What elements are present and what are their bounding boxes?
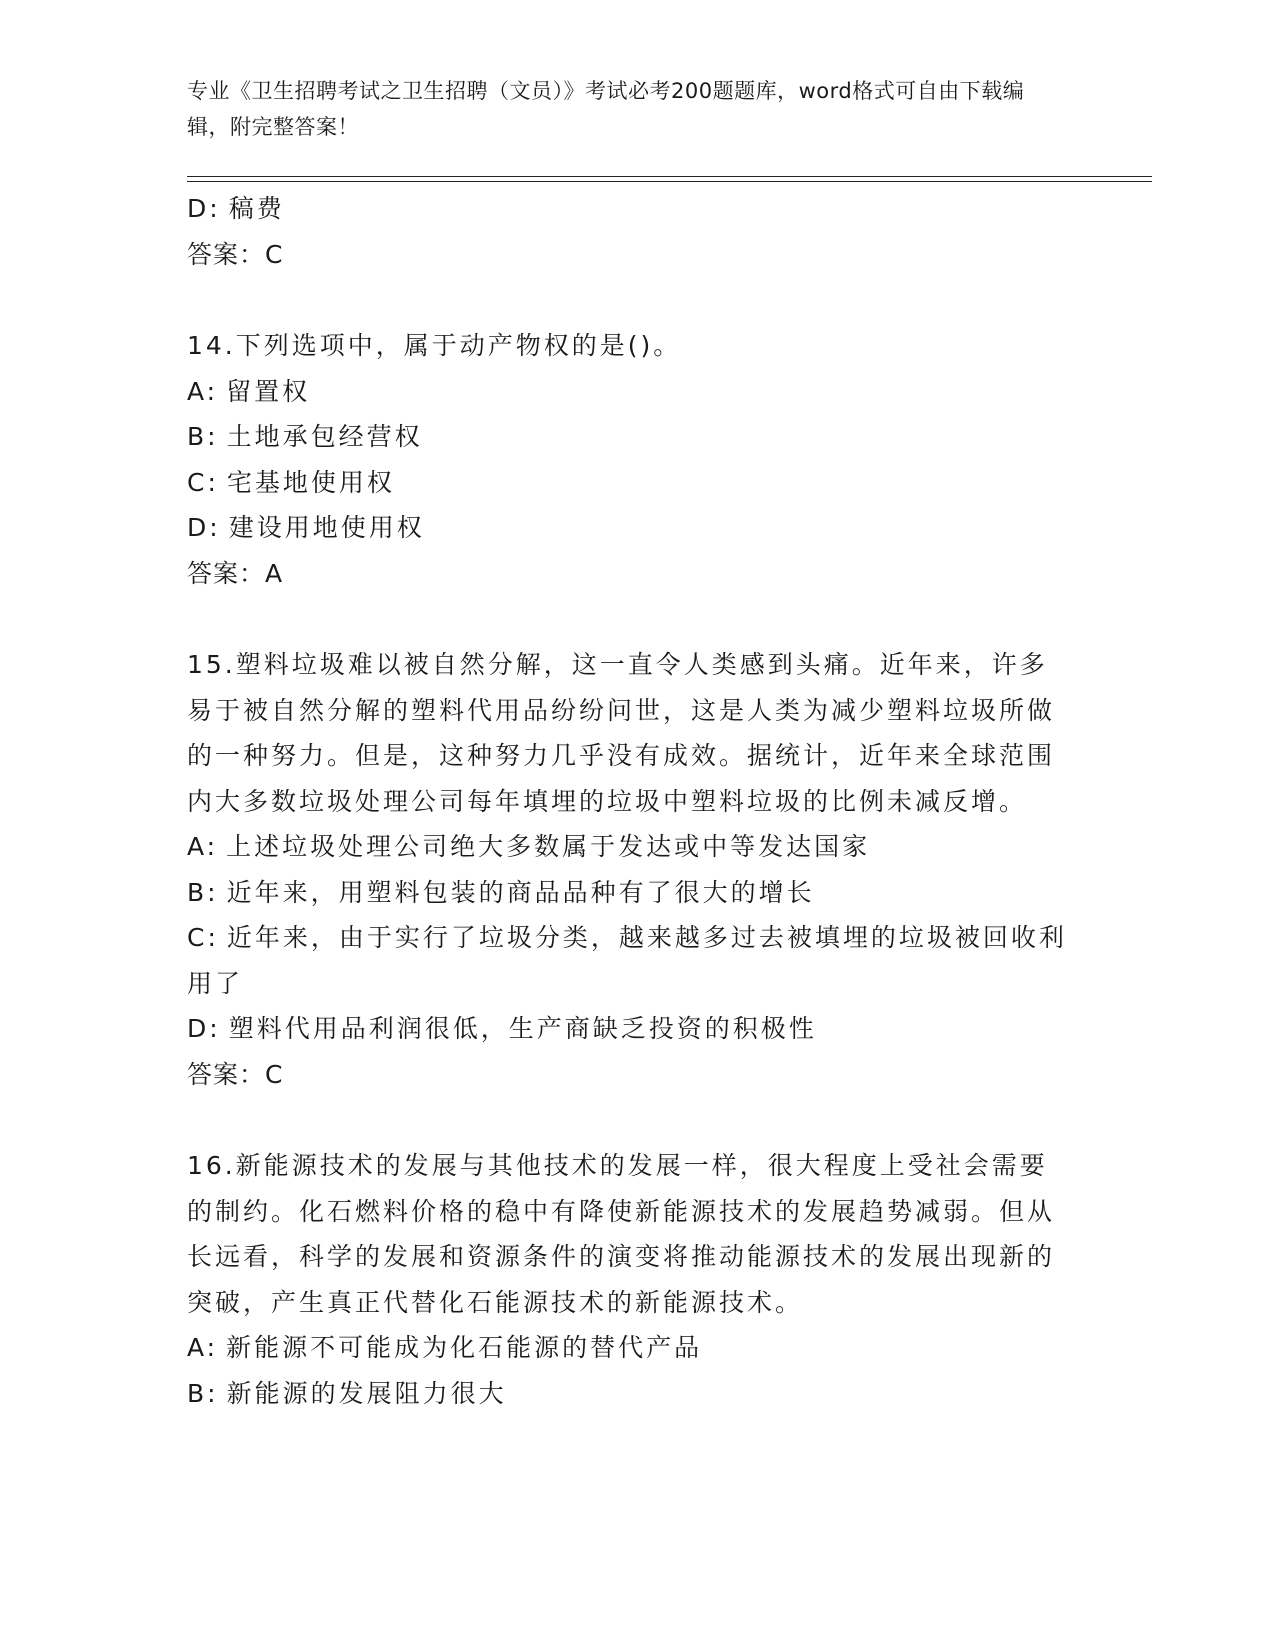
spacer (187, 596, 1072, 642)
option-a (187, 824, 1072, 870)
option-a (187, 369, 1072, 415)
option-prefix: C: (187, 923, 219, 952)
document-header: 专业《卫生招聘考试之卫生招聘（文员）》考试必考200题题库，word格式可自由下载编辑，附完整答案！ (187, 79, 1025, 139)
option-prefix: B: (187, 877, 219, 907)
option-b (187, 1371, 1072, 1417)
question-15 (187, 642, 1072, 1097)
option-d (187, 505, 1072, 551)
option-text: 近年来，用塑料包装的商品品种有了很大的增长 (226, 877, 815, 907)
option-b (187, 870, 1072, 916)
option-text: 建设用地使用权 (228, 513, 425, 542)
option-text: 留置权 (226, 376, 311, 406)
answer-line: 答案：A (187, 558, 284, 588)
question-14 (187, 323, 1072, 596)
spacer (187, 1097, 1072, 1143)
question-16 (187, 1143, 1072, 1416)
question-stem: 16.新能源技术的发展与其他技术的发展一样，很大程度上受社会需要的制约。化石燃料价格的稳中有降使新能源技术的发展趋势减弱。但从长远看，科学的发展和资源条件的演变将推动能源技术的发展出现新的突破，产生真正代替化石能源技术的新能源技术。 (187, 1151, 1056, 1317)
option-text: 宅基地使用权 (226, 467, 395, 497)
option-text: 近年来，由于实行了垃圾分类，越来越多过去被填埋的垃圾被回收利用了 (187, 923, 1067, 998)
answer-line: 答案：C (187, 1059, 284, 1089)
option-prefix: A: (187, 376, 219, 406)
option-text: 上述垃圾处理公司绝大多数属于发达或中等发达国家 (226, 832, 871, 861)
option-b (187, 414, 1072, 460)
option-c (187, 915, 1072, 1006)
option-prefix: D: (187, 513, 221, 542)
option-d (187, 1006, 1072, 1052)
option-prefix: C: (187, 467, 219, 497)
header-rule-top (187, 176, 1152, 177)
option-prefix: D: (187, 1014, 221, 1043)
option-prefix: D: (187, 194, 221, 223)
question-13-tail (187, 186, 1072, 277)
spacer (187, 277, 1072, 323)
option-d (187, 186, 1072, 232)
document-body (187, 186, 1072, 1416)
question-stem: 14.下列选项中，属于动产物权的是()。 (187, 331, 682, 360)
option-text: 稿费 (228, 194, 285, 223)
question-stem: 15.塑料垃圾难以被自然分解，这一直令人类感到头痛。近年来，许多易于被自然分解的塑料代用品纷纷问世，这是人类为减少塑料垃圾所做的一种努力。但是，这种努力几乎没有成效。据统计，近年来全球范围内大多数垃圾处理公司每年填埋的垃圾中塑料垃圾的比例未减反增。 (187, 650, 1056, 816)
option-text: 塑料代用品利润很低，生产商缺乏投资的积极性 (228, 1014, 817, 1043)
option-prefix: B: (187, 422, 219, 451)
option-text: 新能源不可能成为化石能源的替代产品 (226, 1333, 703, 1362)
option-text: 新能源的发展阻力很大 (226, 1378, 507, 1408)
option-prefix: B: (187, 1378, 219, 1408)
option-text: 土地承包经营权 (226, 422, 423, 451)
option-a (187, 1325, 1072, 1371)
option-prefix: A: (187, 1333, 219, 1362)
option-prefix: A: (187, 832, 219, 861)
header-rule-bottom (187, 181, 1152, 182)
option-c (187, 460, 1072, 506)
answer-line: 答案：C (187, 239, 284, 269)
